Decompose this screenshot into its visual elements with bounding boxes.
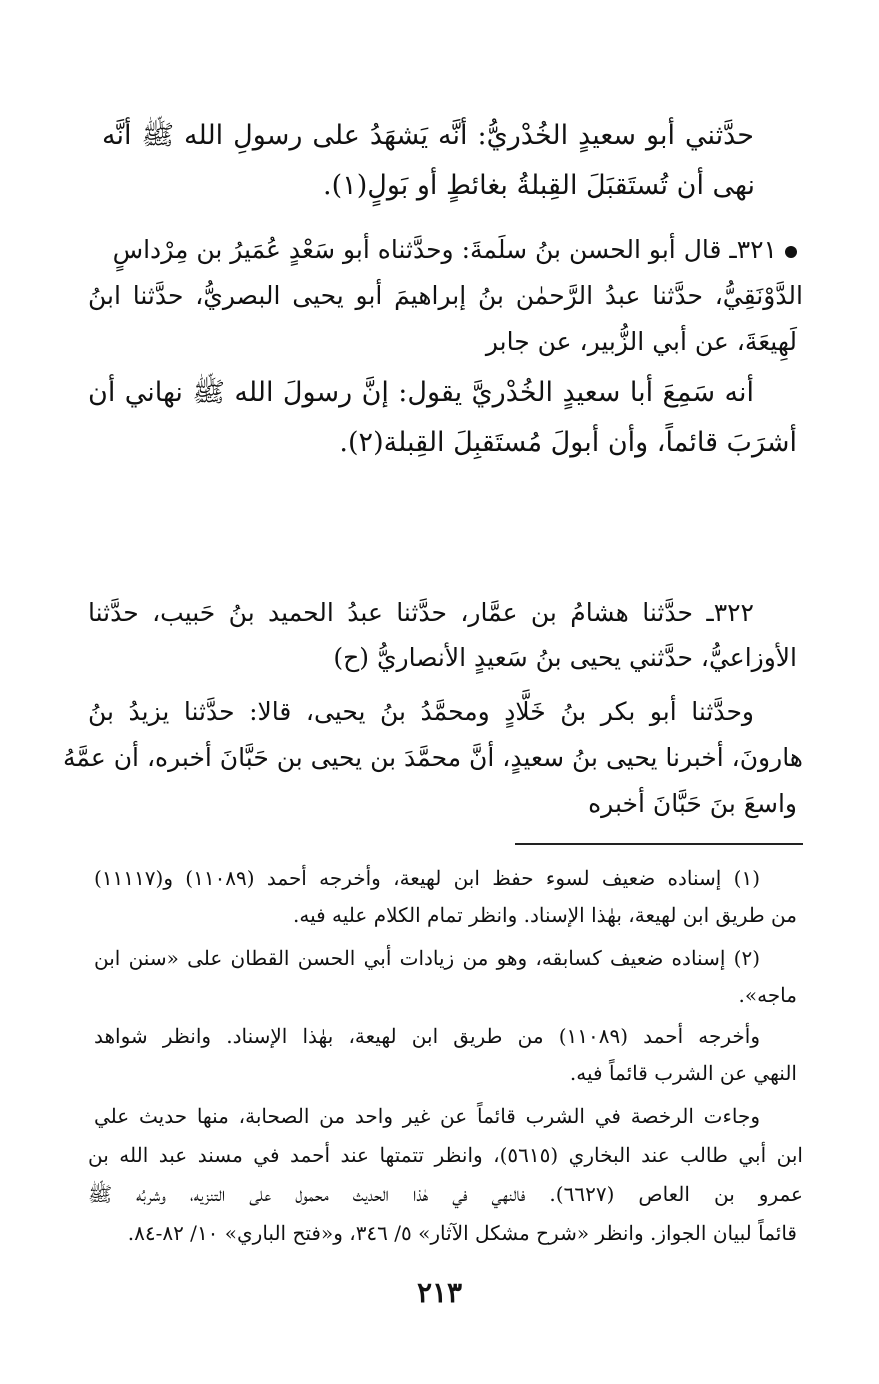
footnote-2-line-3: وأخرجه أحمد (١١٠٨٩) من طريق ابن لهيعة، بهٰذا الإسناد. وانظر شواهد: [94, 1024, 760, 1048]
paragraph-5-line-1: وحدَّثنا أبو بكر بنُ خَلَّادٍ ومحمَّدُ بنُ يحيى، قالا: حدَّثنا يزيدُ بنُ: [88, 697, 754, 726]
footnote-2-line-4: النهي عن الشرب قائماً فيه.: [569, 1061, 797, 1085]
paragraph-3-line-1: أنه سَمِعَ أبا سعيدٍ الخُدْريَّ يقول: إنَّ رسولَ الله ﷺ نهاني أن: [88, 377, 754, 408]
footnote-separator: [515, 843, 803, 845]
paragraph-5-line-3: واسعَ بنَ حَبَّانَ أخبره: [588, 789, 797, 818]
hadith-322-line-2: الأوزاعيُّ، حدَّثني يحيى بنُ سَعيدٍ الأنصاريُّ (ح): [333, 643, 797, 672]
paragraph-1-line-1: حدَّثني أبو سعيدٍ الخُدْريُّ: أنَّه يَشهَدُ على رسولِ الله ﷺ أنَّه: [102, 120, 754, 151]
footnote-1-line-1: (١) إسناده ضعيف لسوء حفظ ابن لهيعة، وأخرجه أحمد (١١٠٨٩) و(١١١١٧): [94, 866, 760, 890]
hadith-321-line-3: لَهِيعَةَ، عن أبي الزُّبير، عن جابر: [485, 327, 797, 356]
footnote-2-line-1: (٢) إسناده ضعيف كسابقه، وهو من زيادات أبي الحسن القطان على «سنن ابن: [94, 946, 760, 970]
footnote-1-line-2: من طريق ابن لهيعة، بهٰذا الإسناد. وانظر تمام الكلام عليه فيه.: [292, 903, 797, 927]
hadith-321-line-1-text: ٣٢١ـ قال أبو الحسن بنُ سلَمةَ: وحدَّثناه أبو سَعْدٍ عُمَيرُ بن مِرْداسٍ: [112, 235, 777, 264]
footnote-2-line-6: ابن أبي طالب عند البخاري (٥٦١٥)، وانظر تتمتها عند أحمد في مسند عبد الله بن: [88, 1143, 803, 1167]
footnote-2-line-5: وجاءت الرخصة في الشرب قائماً عن غير واحد من الصحابة، منها حديث علي: [94, 1104, 760, 1128]
hadith-322-line-1: ٣٢٢ـ حدَّثنا هشامُ بن عمَّار، حدَّثنا عبدُ الحميد بنُ حَبيب، حدَّثنا: [88, 598, 754, 627]
page-number: ٢١٣: [416, 1276, 463, 1309]
paragraph-1-line-2: نهى أن تُستَقبَلَ القِبلةُ بغائطٍ أو بَولٍ(١).: [323, 170, 755, 201]
hadith-321-line-2: الدَّوْنَقِيُّ، حدَّثنا عبدُ الرَّحمٰن بنُ إبراهيمَ أبو يحيى البصريُّ، حدَّثنا ابنُ: [88, 281, 803, 310]
footnote-2-line-2: ماجه».: [738, 983, 797, 1007]
footnote-2-line-8: قائماً لبيان الجواز. وانظر «شرح مشكل الآثار» ٥/ ٣٤٦، و«فتح الباري» ١٠/ ٨٢-٨٤.: [127, 1221, 797, 1245]
paragraph-5-line-2: هارونَ، أخبرنا يحيى بنُ سعيدٍ، أنَّ محمَّدَ بن يحيى بن حَبَّانَ أخبره، أن عمَّهُ: [62, 743, 803, 772]
footnote-2-line-7: عمرو بن العاص (٦٦٢٧). فالنهي في هٰذا الحديث محمول على التنزيه، وشربُه ﷺ: [88, 1182, 803, 1206]
paragraph-3-line-2: أشرَبَ قائماً، وأن أبولَ مُستَقبِلَ القِبلة(٢).: [339, 427, 797, 458]
hadith-321-line-1: [113, 235, 797, 264]
hadith-bullet-icon: [785, 246, 797, 258]
